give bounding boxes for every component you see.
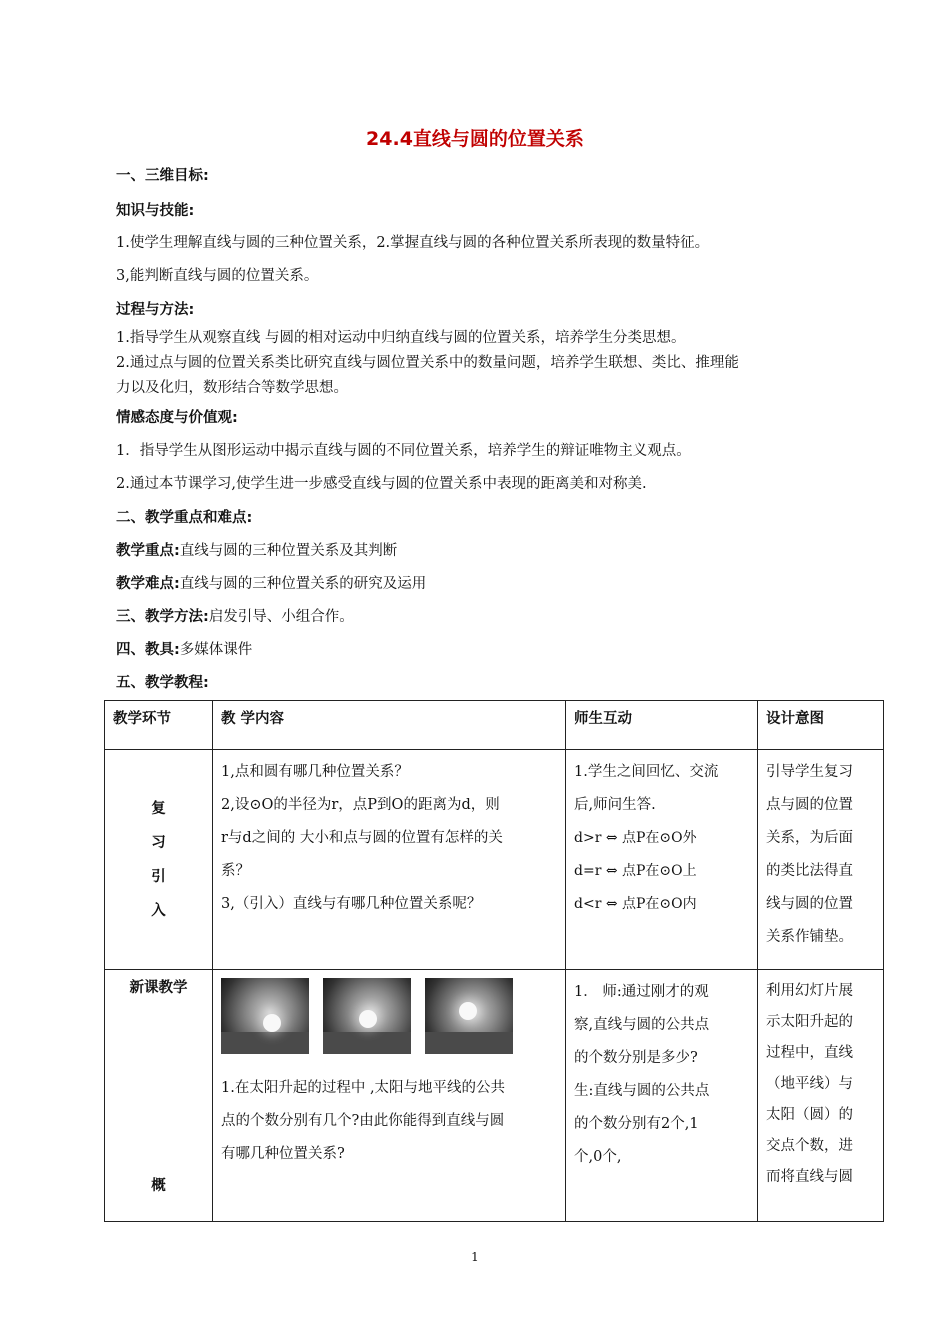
review-intent-cell [758, 750, 884, 970]
process-line-1: 1.指导学生从观察直线 与圆的相对运动中归纳直线与圆的位置关系，培养学生分类思想。 [116, 330, 686, 346]
method-line [116, 605, 354, 626]
intent-line: 点与圆的位置 [766, 797, 853, 813]
review-interaction-cell [566, 750, 758, 970]
header-content: 教 学内容 [213, 701, 566, 750]
intent-line: 示太阳升起的 [766, 1014, 853, 1030]
sunrise-image-3 [425, 978, 513, 1054]
knowledge-heading: 知识与技能: [116, 203, 195, 219]
intent-line: 太阳（圆）的 [766, 1107, 853, 1123]
sunrise-image-1 [221, 978, 309, 1054]
review-content-cell [213, 750, 566, 970]
intent-line: 而将直线与圆 [766, 1169, 853, 1185]
stage-char: 习 [151, 834, 166, 851]
intent-line: 过程中，直线 [766, 1045, 853, 1061]
stage-concept-label: 概 [151, 1178, 166, 1194]
tools-text: 多媒体课件 [179, 642, 253, 658]
emotion-line-2: 2.通过本节课学习,使学生进一步感受直线与圆的位置关系中表现的距离美和对称美. [116, 476, 647, 492]
content-line: 2,设⊙O的半径为r，点P到O的距离为d，则 [221, 797, 500, 813]
emotion-line-1: 1．指导学生从图形运动中揭示直线与圆的不同位置关系，培养学生的辩证唯物主义观点。 [116, 443, 691, 459]
interaction-line: 后,师问生答. [574, 797, 656, 813]
key-point-label: 教学重点: [116, 543, 180, 559]
intent-line: 的类比法得直 [766, 863, 853, 879]
emotion-heading: 情感态度与价值观: [116, 410, 238, 426]
key-point-text: 直线与圆的三种位置关系及其判断 [179, 543, 398, 559]
process-line-3: 力以及化归，数形结合等数学思想。 [116, 380, 348, 396]
section-key-points-heading: 二、教学重点和难点: [116, 510, 253, 526]
knowledge-line-2: 3,能判断直线与圆的位置关系。 [116, 268, 319, 284]
stage-char: 复 [151, 800, 166, 817]
stage-new-lesson-label: 新课教学 [129, 980, 188, 996]
knowledge-line-1: 1.使学生理解直线与圆的三种位置关系，2.掌握直线与圆的各种位置关系所表现的数量特征。 [116, 235, 710, 251]
intent-line: 交点个数，进 [766, 1138, 853, 1154]
method-text: 启发引导、小组合作。 [208, 609, 354, 625]
intent-line: 关系，为后面 [766, 830, 853, 846]
header-intent: 设计意图 [758, 701, 884, 750]
new-lesson-interaction-cell [566, 970, 758, 1222]
key-point-line [116, 539, 397, 560]
content-line: r与d之间的 大小和点与圆的位置有怎样的关 [221, 830, 503, 846]
table-header-row [105, 701, 884, 750]
header-stage: 教学环节 [105, 701, 213, 750]
interaction-line: 的个数分别有2个,1 [574, 1116, 699, 1132]
interaction-line: 1． 师:通过刚才的观 [574, 984, 709, 1000]
relation-outside: d>r ⇔ 点P在⊙O外 [574, 830, 697, 846]
interaction-line: 察,直线与圆的公共点 [574, 1017, 710, 1033]
page-number: 1 [471, 1250, 479, 1264]
stage-char: 引 [151, 868, 166, 885]
intent-line: 利用幻灯片展 [766, 983, 853, 999]
content-line: 1.在太阳升起的过程中 ,太阳与地平线的公共 [221, 1080, 506, 1096]
content-line: 有哪几种位置关系? [221, 1146, 345, 1162]
section-objectives-heading: 一、三维目标: [116, 168, 209, 184]
stage-review-cell [105, 750, 213, 970]
intent-line: 关系作铺垫。 [766, 929, 853, 945]
interaction-line: 的个数分别是多少? [574, 1050, 698, 1066]
content-line: 3,（引入）直线与有哪几种位置关系呢？ [221, 896, 482, 912]
process-line-2: 2.通过点与圆的位置关系类比研究直线与圆位置关系中的数量问题，培养学生联想、类比、推理能 [116, 355, 739, 371]
content-line: 系？ [221, 863, 250, 879]
new-lesson-content-cell [213, 970, 566, 1222]
sunrise-image-2 [323, 978, 411, 1054]
process-heading: 过程与方法: [116, 302, 195, 318]
difficulty-line [116, 572, 426, 593]
table-row [105, 970, 884, 1222]
page-title: 24.4直线与圆的位置关系 [366, 128, 584, 150]
header-interaction: 师生互动 [566, 701, 758, 750]
tools-line [116, 638, 252, 659]
lesson-table [104, 700, 884, 1222]
stage-new-lesson-cell [105, 970, 213, 1222]
difficulty-label: 教学难点: [116, 576, 180, 592]
intent-line: （地平线）与 [766, 1076, 853, 1092]
tools-label: 四、教具: [116, 642, 180, 658]
new-lesson-intent-cell [758, 970, 884, 1222]
interaction-line: 1.学生之间回忆、交流 [574, 764, 719, 780]
intent-line: 线与圆的位置 [766, 896, 853, 912]
method-label: 三、教学方法: [116, 609, 209, 625]
relation-on: d=r ⇔ 点P在⊙O上 [574, 863, 697, 879]
content-line: 1,点和圆有哪几种位置关系？ [221, 764, 409, 780]
content-line: 点的个数分别有几个?由此你能得到直线与圆 [221, 1113, 505, 1129]
difficulty-text: 直线与圆的三种位置关系的研究及运用 [179, 576, 427, 592]
section-process-heading: 五、教学教程: [116, 675, 209, 691]
interaction-line: 生:直线与圆的公共点 [574, 1083, 710, 1099]
interaction-line: 个,0个, [574, 1149, 622, 1165]
intent-line: 引导学生复习 [766, 764, 853, 780]
relation-inside: d<r ⇔ 点P在⊙O内 [574, 896, 697, 912]
table-row [105, 750, 884, 970]
stage-char: 入 [151, 902, 166, 919]
sunrise-images [221, 978, 557, 1054]
